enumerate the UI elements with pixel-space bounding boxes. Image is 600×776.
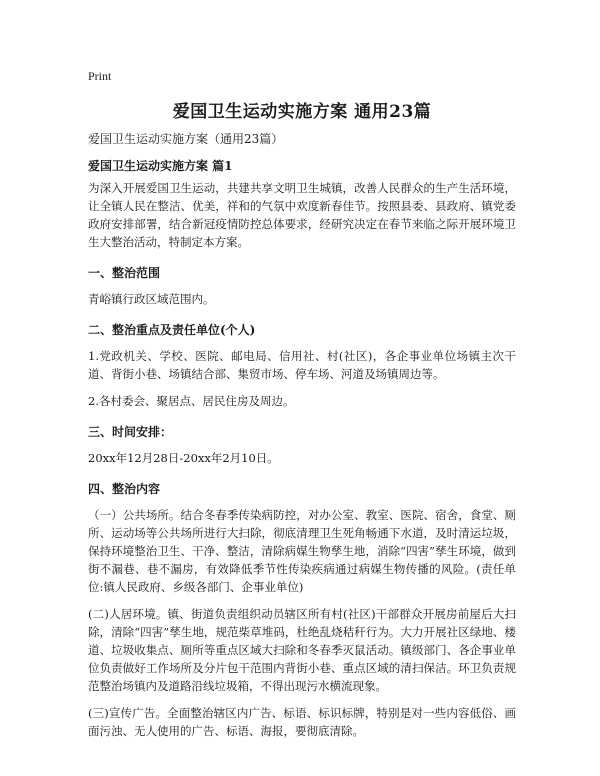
heading-contents: 四、整治内容 bbox=[88, 482, 161, 496]
heading-time: 三、时间安排： bbox=[88, 425, 173, 439]
time-paragraph: 20xx年12月28日-20xx年2月10日。 bbox=[88, 451, 279, 465]
section-title: 爱国卫生运动实施方案 篇1 bbox=[88, 159, 233, 173]
content-item-advertising: (三)宣传广告。全面整治辖区内广告、标语、标识标牌，特别是对一些内容低俗、画面污浊、无人使用的广告、标语、海报，要彻底清除。 bbox=[88, 706, 516, 738]
print-link[interactable]: Print bbox=[88, 69, 112, 83]
content-item-public-places: （一）公共场所。结合冬春季传染病防控，对办公室、教室、医院、宿舍，食堂、厕所、运动场等公共场所进行大扫除，彻底清理卫生死角畅通下水道，及时清运垃圾，保持环境整治卫生、干净、整洁，清除病媒生物孳生地，消除“四害”孳生环境，做到街不漏巷、巷不漏房，有效降低季节性传染疾病通过病媒生物传播的风险。(责任单位:镇人民政府、乡级各部门、企事业单位) bbox=[88, 508, 516, 594]
document-title: 爱国卫生运动实施方案 通用23篇 bbox=[172, 102, 432, 122]
document-subtitle: 爱国卫生运动实施方案（通用23篇） bbox=[88, 132, 284, 146]
intro-paragraph: 为深入开展爱国卫生运动，共建共享文明卫生城镇，改善人民群众的生产生活环境，让全镇人民在整洁、优美，祥和的气氛中欢度新春佳节。按照县委、县政府、镇党委政府安排部署，结合新冠疫情防控总体要求，经研究决定在春节来临之际开展环境卫生大整治活动，特制定本方案。 bbox=[88, 181, 516, 249]
content-item-living-environment: (二)人居环境。镇、街道负责组织动员辖区所有村(社区)干部群众开展房前屋后大扫除，清除“四害”孳生地，规范柴草堆码，杜绝乱烧秸秆行为。大力开展社区绿地、楼道、垃圾收集点、厕所等重点区域大扫除和冬春季灭鼠活动。镇级部门、各企事业单位负责做好工作场所及分片包干范围内背街小巷、重点区域的清扫保洁。环卫负责规范整治场镇内及道路沿线垃圾箱，不得出现污水横流现象。 bbox=[88, 607, 516, 693]
heading-scope: 一、整治范围 bbox=[88, 266, 161, 280]
scope-paragraph: 青峪镇行政区域范围内。 bbox=[88, 292, 215, 306]
heading-focus: 二、整治重点及责任单位(个人) bbox=[88, 323, 256, 337]
focus-item: 2.各村委会、聚居点、居民住房及周边。 bbox=[88, 394, 295, 408]
document-page bbox=[88, 68, 516, 740]
focus-item: 1.党政机关、学校、医院、邮电局、信用社、村(社区)，各企事业单位场镇主次干道、背街小巷、场镇结合部、集贸市场、停车场、河道及场镇周边等。 bbox=[88, 349, 516, 381]
